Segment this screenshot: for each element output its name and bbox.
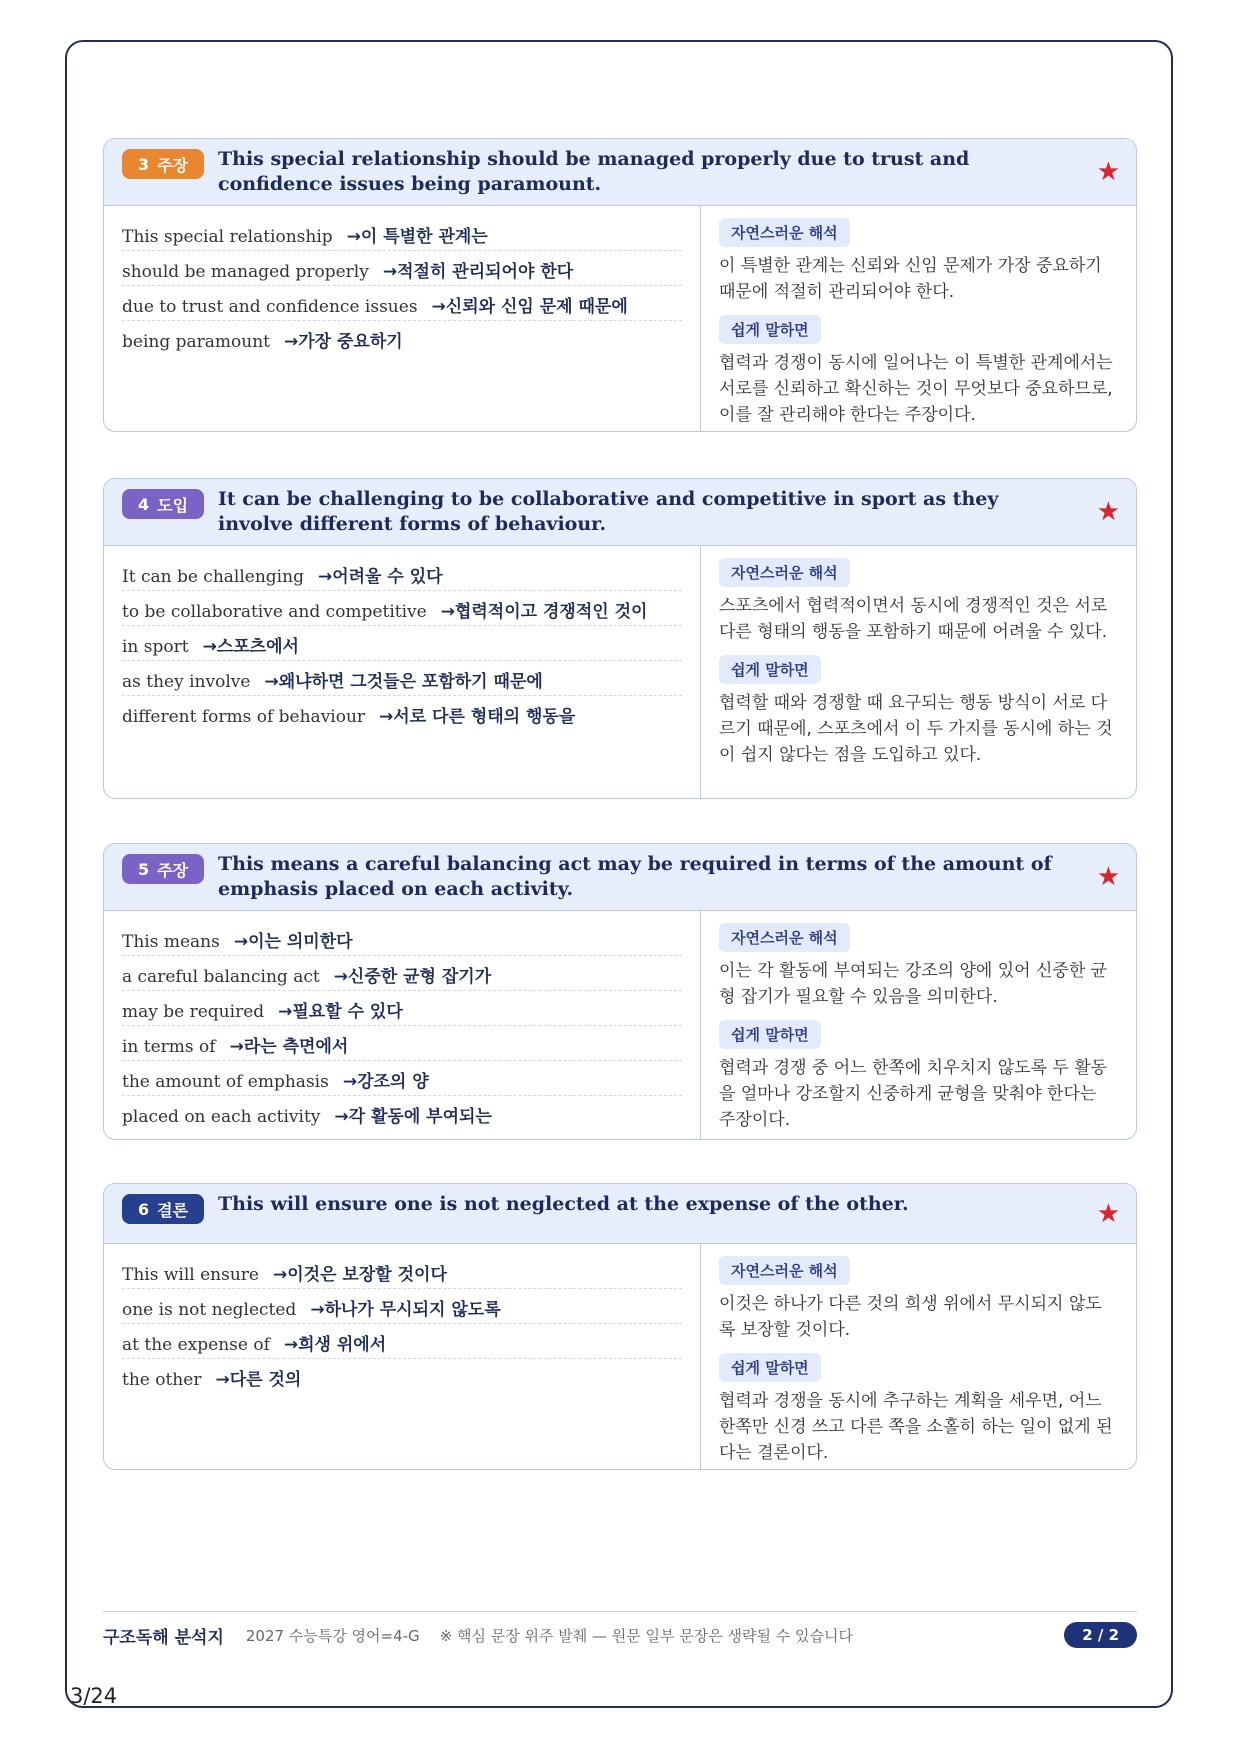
chunk-row [122, 1061, 682, 1096]
section-tag [122, 1194, 204, 1224]
chunk-english: due to trust and confidence issues [122, 297, 418, 317]
chunk-korean: →라는 측면에서 [229, 1037, 349, 1057]
chunk-korean: →신중한 균형 잡기가 [333, 967, 492, 987]
chunk-korean: →이것은 보장할 것이다 [273, 1265, 447, 1285]
chunk-row [122, 921, 682, 956]
tag-label: 결론 [157, 1200, 189, 1220]
chunk-korean: →이는 의미한다 [233, 932, 353, 952]
chunk-row [122, 556, 682, 591]
chunk-korean: →협력적이고 경쟁적인 것이 [440, 602, 648, 622]
simple-explanation: 협력할 때와 경쟁할 때 요구되는 행동 방식이 서로 다르기 때문에, 스포츠에서 이 두 가지를 동시에 하는 것이 쉽지 않다는 점을 도입하고 있다. [719, 693, 1113, 765]
card-header [104, 479, 1136, 546]
sentence-heading: This means a careful balancing act may be required in terms of the amount of emphasis placed on each activity. [218, 853, 1052, 900]
star-icon: ★ [1096, 157, 1120, 187]
tag-label: 주장 [157, 860, 189, 880]
footer [103, 1618, 1137, 1652]
natural-translation-label: 자연스러운 해석 [719, 923, 850, 952]
tag-number: 6 [137, 1199, 150, 1219]
footer-brand: 구조독해 분석지 [103, 1627, 224, 1648]
natural-translation-label: 자연스러운 해석 [719, 218, 850, 247]
chunk-korean: →강조의 양 [342, 1072, 429, 1092]
tag-label: 주장 [157, 155, 189, 175]
sentence-heading: It can be challenging to be collaborative and competitive in sport as they involve different forms of behaviour. [218, 488, 999, 535]
simple-explanation-label: 쉽게 말하면 [719, 1353, 821, 1382]
chunk-korean: →하나가 무시되지 않도록 [310, 1300, 501, 1320]
chunk-row [122, 321, 682, 355]
footer-source: 2027 수능특강 영어=4-G [245, 1626, 420, 1645]
chunk-row [122, 1359, 682, 1393]
natural-translation: 이것은 하나가 다른 것의 희생 위에서 무시되지 않도록 보장할 것이다. [719, 1294, 1102, 1340]
chunk-row [122, 1026, 682, 1061]
chunk-korean: →적절히 관리되어야 한다 [382, 262, 574, 282]
card-header [104, 139, 1136, 206]
section-tag [122, 149, 204, 179]
sentence-card [103, 478, 1137, 799]
chunk-row [122, 591, 682, 626]
chunk-english: This special relationship [122, 227, 333, 247]
natural-translation-label: 자연스러운 해석 [719, 1256, 850, 1285]
sentence-heading: This special relationship should be managed properly due to trust and confidence issues being paramount. [218, 148, 970, 195]
page-indicator: 2 / 2 [1064, 1622, 1137, 1648]
chunk-english: the other [122, 1370, 202, 1390]
chunk-english: a careful balancing act [122, 967, 320, 987]
simple-explanation: 협력과 경쟁 중 어느 한쪽에 치우치지 않도록 두 활동을 얼마나 강조할지 신중하게 균형을 맞춰야 한다는 주장이다. [719, 1058, 1108, 1130]
chunk-list [104, 911, 701, 1139]
chunk-english: may be required [122, 1002, 265, 1022]
chunk-row [122, 1289, 682, 1324]
chunk-row [122, 661, 682, 696]
chunk-korean: →서로 다른 형태의 행동을 [379, 707, 576, 727]
chunk-english: the amount of emphasis [122, 1072, 329, 1092]
chunk-row [122, 251, 682, 286]
tag-number: 5 [137, 859, 150, 879]
card-header [104, 844, 1136, 911]
tag-label: 도입 [157, 495, 189, 515]
chunk-row [122, 626, 682, 661]
sentence-card [103, 138, 1137, 432]
translation-panel [701, 1244, 1136, 1469]
chunk-english: should be managed properly [122, 262, 369, 282]
natural-translation: 스포츠에서 협력적이면서 동시에 경쟁적인 것은 서로 다른 형태의 행동을 포함하기 때문에 어려울 수 있다. [719, 596, 1108, 642]
simple-explanation-label: 쉽게 말하면 [719, 315, 821, 344]
chunk-english: placed on each activity [122, 1107, 321, 1127]
chunk-row [122, 1324, 682, 1359]
chunk-korean: →스포츠에서 [202, 637, 299, 657]
simple-explanation: 협력과 경쟁이 동시에 일어나는 이 특별한 관계에서는 서로를 신뢰하고 확신하는 것이 무엇보다 중요하므로, 이를 잘 관리해야 한다는 주장이다. [719, 353, 1113, 425]
section-tag [122, 489, 204, 519]
chunk-row [122, 991, 682, 1026]
chunk-english: This means [122, 932, 220, 952]
chunk-english: being paramount [122, 332, 270, 352]
chunk-english: to be collaborative and competitive [122, 602, 427, 622]
chunk-korean: →가장 중요하기 [283, 332, 403, 352]
chunk-english: at the expense of [122, 1335, 270, 1355]
translation-panel [701, 911, 1136, 1139]
chunk-korean: →다른 것의 [215, 1370, 302, 1390]
chunk-row [122, 956, 682, 991]
chunk-korean: →희생 위에서 [283, 1335, 387, 1355]
sentence-heading: This will ensure one is not neglected at the expense of the other. [218, 1193, 909, 1215]
star-icon: ★ [1096, 1198, 1120, 1229]
star-icon: ★ [1096, 497, 1120, 527]
chunk-list [104, 206, 701, 431]
tag-number: 4 [137, 494, 150, 514]
chunk-english: different forms of behaviour [122, 707, 366, 727]
chunk-english: as they involve [122, 672, 251, 692]
chunk-english: one is not neglected [122, 1300, 297, 1320]
translation-panel [701, 546, 1136, 798]
chunk-korean: →각 활동에 부여되는 [334, 1107, 492, 1127]
chunk-row [122, 1096, 682, 1130]
section-tag [122, 854, 204, 884]
chunk-korean: →신뢰와 신임 문제 때문에 [431, 297, 628, 317]
footer-note: ※ 핵심 문장 위주 발췌 — 원문 일부 문장은 생략될 수 있습니다 [439, 1626, 853, 1645]
star-icon: ★ [1096, 862, 1120, 892]
chunk-korean: →이 특별한 관계는 [346, 227, 488, 247]
card-header [104, 1184, 1136, 1244]
sentence-card [103, 843, 1137, 1140]
chunk-english: This will ensure [122, 1265, 259, 1285]
translation-panel [701, 206, 1136, 431]
chunk-list [104, 1244, 701, 1469]
simple-explanation-label: 쉽게 말하면 [719, 1020, 821, 1049]
chunk-row [122, 286, 682, 321]
simple-explanation-label: 쉽게 말하면 [719, 655, 821, 684]
tag-number: 3 [137, 154, 150, 174]
chunk-row [122, 216, 682, 251]
chunk-english: It can be challenging [122, 567, 304, 587]
chunk-english: in terms of [122, 1037, 216, 1057]
footer-divider [103, 1611, 1137, 1612]
chunk-korean: →왜냐하면 그것들은 포함하기 때문에 [264, 672, 543, 692]
chunk-english: in sport [122, 637, 189, 657]
sentence-card [103, 1183, 1137, 1470]
page-number: 3/24 [70, 1684, 118, 1708]
chunk-row [122, 1254, 682, 1289]
simple-explanation: 협력과 경쟁을 동시에 추구하는 계획을 세우면, 어느 한쪽만 신경 쓰고 다른 쪽을 소홀히 하는 일이 없게 된다는 결론이다. [719, 1391, 1113, 1463]
chunk-korean: →어려울 수 있다 [317, 567, 443, 587]
natural-translation: 이 특별한 관계는 신뢰와 신임 문제가 가장 중요하기 때문에 적절히 관리되어야 한다. [719, 256, 1102, 302]
chunk-korean: →필요할 수 있다 [278, 1002, 403, 1022]
natural-translation-label: 자연스러운 해석 [719, 558, 850, 587]
chunk-list [104, 546, 701, 798]
natural-translation: 이는 각 활동에 부여되는 강조의 양에 있어 신중한 균형 잡기가 필요할 수 있음을 의미한다. [719, 961, 1108, 1007]
chunk-row [122, 696, 682, 730]
